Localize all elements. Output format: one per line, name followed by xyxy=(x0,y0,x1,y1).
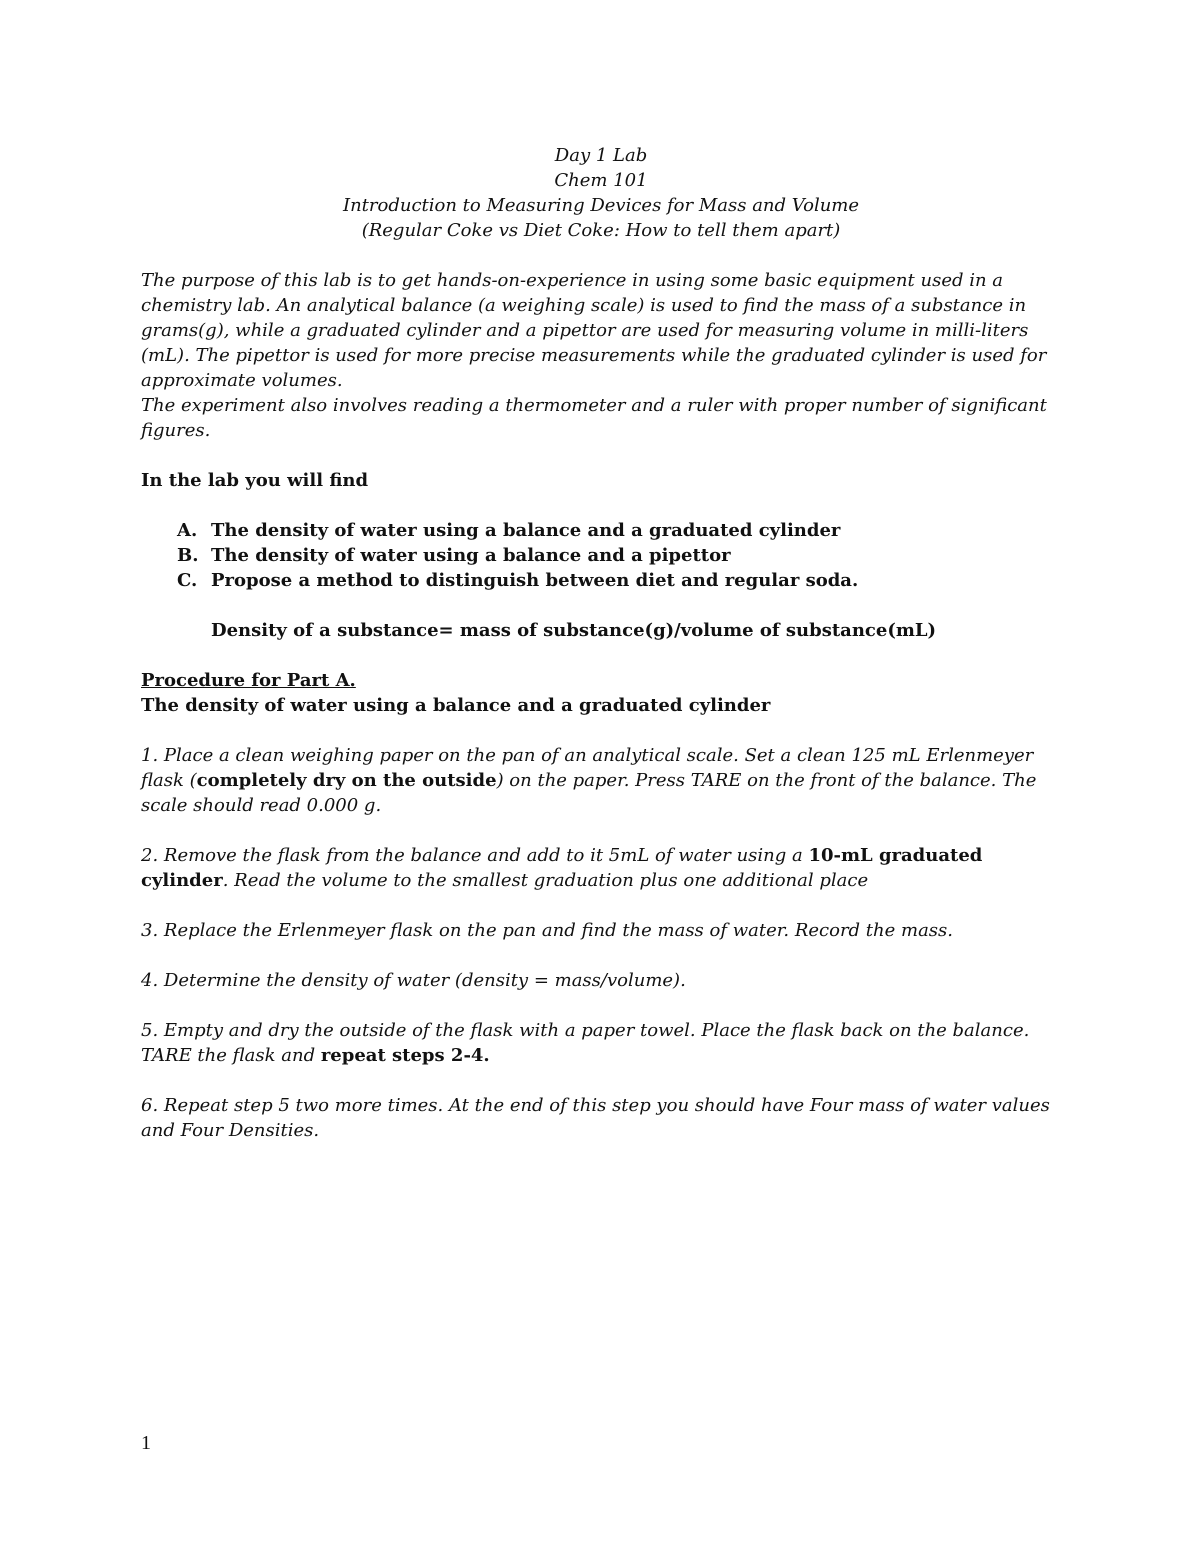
purpose-paragraph: The purpose of this lab is to get hands-on-experience in using some basic equipment used in a chemistry lab. An analytical balance (a weighing scale) is used to find the mass of a substance in grams(g), while a graduated cylinder and a pipettor are used for measuring volume in milli-liters (mL). The pipettor is used for more precise measurements while the graduated cylinder is used for approximate volumes. xyxy=(141,270,1047,391)
step-2-text-a: 2. Remove the flask from the balance and add to it 5mL of water using a xyxy=(141,845,809,866)
document-page xyxy=(141,143,1061,1143)
list-item-text: Propose a method to distinguish between diet and regular soda. xyxy=(211,570,859,591)
step-1-text-a: 1. Place a clean weighing paper on the pan of an analytical scale. Set a clean 125 mL Erlenmeyer flask ( xyxy=(141,745,1034,791)
procedure-heading: Procedure for Part A. xyxy=(141,670,356,691)
step-5-text-a: 5. Empty and dry the outside of the flask with a paper towel. Place the flask back on the balance. TARE the flask and xyxy=(141,1020,1030,1066)
step-1-emphasis: completely dry on the outside xyxy=(196,770,497,791)
procedure-step-6: 6. Repeat step 5 two more times. At the end of this step you should have Four mass of water values and Four Densities. xyxy=(141,1095,1050,1141)
doc-title-line3: Introduction to Measuring Devices for Mass and Volume xyxy=(342,195,860,216)
procedure-step-5 xyxy=(141,1018,1061,1068)
goals-list xyxy=(141,518,1061,593)
procedure-step-4: 4. Determine the density of water (density = mass/volume). xyxy=(141,970,686,991)
purpose-paragraph-2: The experiment also involves reading a thermometer and a ruler with proper number of significant figures. xyxy=(141,395,1047,441)
procedure-step-3: 3. Replace the Erlenmeyer flask on the pan and find the mass of water. Record the mass. xyxy=(141,920,953,941)
procedure-step-2 xyxy=(141,843,1061,893)
step-2-emphasis: 10-mL graduated cylinder xyxy=(141,845,983,891)
list-item xyxy=(141,518,1061,543)
step-2-text-c: . Read the volume to the smallest graduation plus one additional place xyxy=(222,870,869,891)
list-item xyxy=(141,543,1061,568)
step-1-text-c: ) on the paper. Press TARE on the front of the balance. The scale should read 0.000 g. xyxy=(141,770,1037,816)
doc-title-line2: Chem 101 xyxy=(554,170,648,191)
list-item xyxy=(141,568,1061,593)
list-item-letter: C. xyxy=(177,570,198,591)
list-item-letter: B. xyxy=(177,545,199,566)
procedure-subheading: The density of water using a balance and a graduated cylinder xyxy=(141,695,771,716)
procedure-step-1 xyxy=(141,743,1061,818)
list-item-text: The density of water using a balance and a pipettor xyxy=(211,545,731,566)
doc-title-line1: Day 1 Lab xyxy=(554,145,648,166)
step-5-emphasis: repeat steps 2-4. xyxy=(320,1045,490,1066)
density-formula: Density of a substance= mass of substance(g)/volume of substance(mL) xyxy=(211,620,937,641)
page-number: 1 xyxy=(141,1432,151,1454)
doc-title-line4: (Regular Coke vs Diet Coke: How to tell them apart) xyxy=(361,220,841,241)
find-heading: In the lab you will find xyxy=(141,470,369,491)
list-item-letter: A. xyxy=(177,520,198,541)
list-item-text: The density of water using a balance and a graduated cylinder xyxy=(211,520,841,541)
